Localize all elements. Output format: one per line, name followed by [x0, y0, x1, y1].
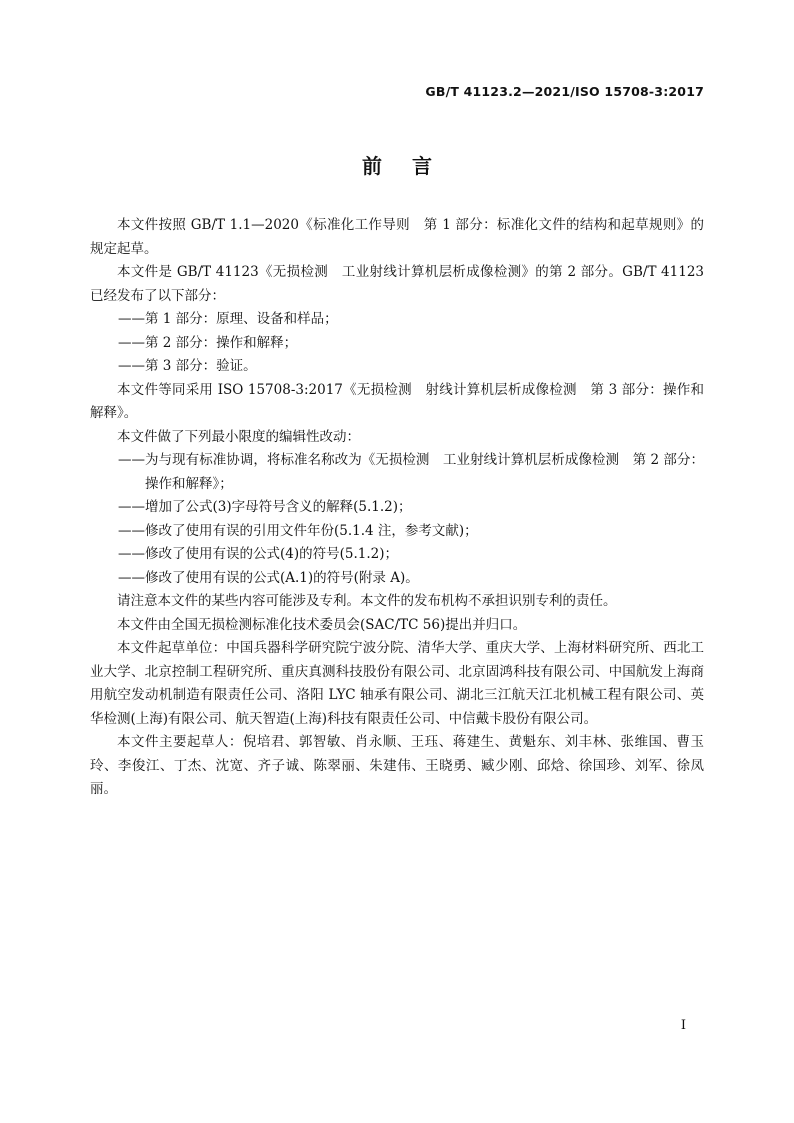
- document-code: GB/T 41123.2—2021/ISO 15708-3:2017: [425, 84, 704, 99]
- paragraph-drafting-units: 本文件起草单位：中国兵器科学研究院宁波分院、清华大学、重庆大学、上海材料研究所、西北工业大学、北京控制工程研究所、重庆真测科技股份有限公司、北京固鸿科技有限公司、中国航发上海商用航空发动机制造有限责任公司、洛阳 LYC 轴承有限公司、湖北三江航天江北机械工程有限公司、英华检测(上海)有限公司、航天智造(上海)科技有限责任公司、中信戴卡股份有限公司。: [90, 640, 704, 727]
- list-item-change-5: ——修改了使用有误的公式(A.1)的符号(附录 A)。: [118, 569, 419, 586]
- list-item-change-2: ——增加了公式(3)字母符号含义的解释(5.1.2)；: [118, 499, 412, 515]
- paragraph-patent-notice: 请注意本文件的某些内容可能涉及专利。本文件的发布机构不承担识别专利的责任。: [117, 593, 617, 609]
- paragraph-drafters: 本文件主要起草人：倪培君、郭智敏、肖永顺、王珏、蒋建生、黄魁东、刘丰林、张维国、曹玉玲、李俊江、丁杰、沈宽、齐子诚、陈翠丽、朱建伟、王晓勇、臧少刚、邱焓、徐国珍、刘军、徐凤丽。: [90, 734, 704, 797]
- list-item-part-2: ——第 2 部分：操作和解释；: [118, 334, 298, 351]
- list-item-change-4: ——修改了使用有误的公式(4)的符号(5.1.2)；: [118, 546, 399, 562]
- foreword-body: [90, 214, 704, 802]
- paragraph-editorial-changes: 本文件做了下列最小限度的编辑性改动：: [117, 428, 360, 445]
- list-item-change-3: ——修改了使用有误的引用文件年份(5.1.4 注，参考文献)；: [118, 522, 478, 539]
- page-title: 前言: [362, 154, 462, 178]
- paragraph-series-info: 本文件是 GB/T 41123《无损检测 工业射线计算机层析成像检测》的第 2 部分。GB/T 41123 已经发布了以下部分：: [90, 264, 704, 304]
- page-number: I: [680, 1018, 686, 1033]
- list-item-change-1: ——为与现有标准协调，将标准名称改为《无损检测 工业射线计算机层析成像检测 第 2 部分：操作和解释》；: [118, 452, 704, 492]
- list-item-part-1: ——第 1 部分：原理、设备和样品；: [118, 311, 338, 327]
- paragraph-drafting-rules: 本文件按照 GB/T 1.1—2020《标准化工作导则 第 1 部分：标准化文件的结构和起草规则》的规定起草。: [90, 217, 704, 257]
- paragraph-proposer: 本文件由全国无损检测标准化技术委员会(SAC/TC 56)提出并归口。: [117, 616, 527, 633]
- list-item-part-3: ——第 3 部分：验证。: [118, 358, 257, 374]
- paragraph-iso-adoption: 本文件等同采用 ISO 15708-3:2017《无损检测 射线计算机层析成像检测 第 3 部分：操作和解释》。: [90, 381, 704, 421]
